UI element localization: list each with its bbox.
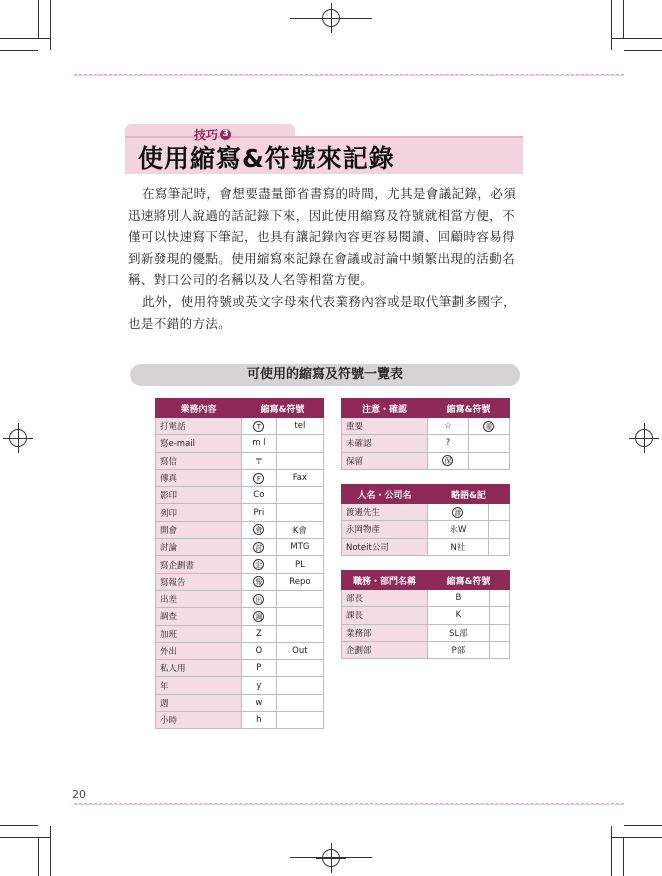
row-alt: PL — [276, 556, 323, 573]
business-table — [155, 398, 324, 729]
row-alt — [276, 590, 323, 607]
table-row — [156, 418, 324, 435]
row-label: 週 — [156, 694, 242, 711]
row-symbol: Z — [242, 625, 277, 642]
table-row — [342, 607, 510, 624]
table-row — [156, 469, 324, 486]
crop-mark — [50, 826, 51, 876]
crop-mark — [0, 825, 38, 826]
circled-symbol: T — [253, 421, 264, 432]
row-alt — [276, 694, 323, 711]
row-symbol: K — [428, 607, 490, 624]
table-row — [156, 539, 324, 556]
crop-mark — [624, 50, 662, 51]
table-row — [156, 712, 324, 729]
row-alt: Out — [276, 642, 323, 659]
row-symbol: h — [242, 712, 277, 729]
row-label: 開會 — [156, 521, 242, 538]
circled-symbol: 調 — [255, 612, 263, 621]
row-alt — [489, 590, 509, 607]
row-symbol: ☆ — [428, 418, 469, 435]
row-label: Noteit公司 — [342, 538, 428, 555]
names-table — [341, 484, 510, 556]
table-header-row — [342, 571, 510, 590]
row-label: 寫e-mail — [156, 435, 242, 452]
table-row — [342, 624, 510, 641]
row-symbol — [242, 573, 277, 590]
table-header-row — [342, 399, 510, 418]
table-row — [156, 573, 324, 590]
table-row — [342, 452, 510, 469]
crop-mark — [624, 825, 662, 826]
row-symbol: B — [428, 590, 490, 607]
table-row — [156, 521, 324, 538]
row-alt — [276, 625, 323, 642]
row-label: 永岡物產 — [342, 521, 428, 538]
column-header: 業務內容 — [156, 399, 242, 418]
column-header: 縮寫&符號 — [242, 399, 324, 418]
attention-table — [341, 398, 510, 470]
row-symbol — [242, 521, 277, 538]
row-alt: K會 — [276, 521, 323, 538]
row-label: 寫企劃書 — [156, 556, 242, 573]
crop-mark — [612, 38, 662, 39]
crop-mark — [38, 0, 39, 38]
circled-symbol: 企 — [255, 561, 263, 570]
row-label: 渡邊先生 — [342, 504, 428, 521]
row-alt — [489, 607, 509, 624]
body-paragraph-1: 在寫筆記時，會想要盡量節省書寫的時間，尤其是會議記錄，必須迅速將別人說過的話記錄下來，因此使用縮寫及符號就相當方便，不僅可以快速寫下筆記，也具有讓記錄內容更容易閱讀、回顧時容易得到新發現的優點。使用縮寫來記錄在會議或討論中頻繁出現的活動名稱、對口公司的名稱以及人名等相當方便。 — [128, 186, 517, 287]
circled-symbol: 討 — [255, 543, 263, 552]
row-label: 業務部 — [342, 624, 428, 641]
section-title: 可使用的縮寫及符號一覽表 — [130, 364, 520, 386]
body-paragraph-2: 此外，使用符號或英文字母來代表業務內容或是取代筆劃多國字，也是不錯的方法。 — [128, 294, 517, 331]
crop-mark — [611, 0, 612, 50]
table-row — [342, 590, 510, 607]
row-label: 私人用 — [156, 660, 242, 677]
row-alt — [489, 624, 509, 641]
row-alt: tel — [276, 418, 323, 435]
column-header: 人名・公司名 — [342, 485, 428, 504]
row-alt — [276, 677, 323, 694]
crop-mark — [623, 0, 624, 38]
table-header-row — [156, 399, 324, 418]
header-guide-line — [74, 74, 624, 76]
kicker-label: 技巧 — [194, 128, 219, 142]
table-header-row — [342, 485, 510, 504]
crop-mark — [0, 837, 50, 838]
row-label: 加班 — [156, 625, 242, 642]
table-row — [156, 590, 324, 607]
column-header: 縮寫&符號 — [428, 399, 510, 418]
row-label: 小時 — [156, 712, 242, 729]
crop-mark — [50, 0, 51, 50]
row-symbol: P — [242, 660, 277, 677]
row-label: 寫信 — [156, 452, 242, 469]
row-label: 課長 — [342, 607, 428, 624]
row-symbol — [242, 469, 277, 486]
row-label: 出差 — [156, 590, 242, 607]
row-symbol: m l — [242, 435, 277, 452]
table-row — [156, 556, 324, 573]
row-alt — [276, 435, 323, 452]
row-alt: MTG — [276, 539, 323, 556]
table-row — [156, 487, 324, 504]
row-symbol — [242, 539, 277, 556]
row-alt — [468, 452, 509, 469]
row-alt — [488, 521, 509, 538]
row-symbol: w — [242, 694, 277, 711]
column-header: 職務・部門名稱 — [342, 571, 428, 590]
table-row — [156, 435, 324, 452]
crop-mark — [38, 838, 39, 876]
row-label: 年 — [156, 677, 242, 694]
row-symbol — [242, 556, 277, 573]
registration-mark-icon — [635, 429, 653, 447]
row-alt — [276, 608, 323, 625]
table-row — [342, 504, 510, 521]
circled-symbol: 保 — [444, 457, 452, 466]
heading-kicker — [194, 126, 231, 143]
row-label: 調查 — [156, 608, 242, 625]
titles-table — [341, 570, 510, 659]
page-title: 使用縮寫&符號來記錄 — [138, 144, 395, 173]
row-alt — [468, 435, 509, 452]
registration-mark-icon — [9, 429, 27, 447]
row-label: 未確認 — [342, 435, 428, 452]
table-row — [342, 435, 510, 452]
row-label: 保留 — [342, 452, 428, 469]
crop-mark — [0, 38, 50, 39]
row-symbol: SL部 — [428, 624, 490, 641]
table-row — [342, 641, 510, 658]
row-symbol: y — [242, 677, 277, 694]
table-row — [156, 642, 324, 659]
table-row — [156, 660, 324, 677]
column-header: 注意・確認 — [342, 399, 428, 418]
row-symbol: P部 — [428, 641, 490, 658]
crop-mark — [611, 826, 612, 876]
row-alt: Repo — [276, 573, 323, 590]
crop-mark — [623, 838, 624, 876]
table-row — [342, 538, 510, 555]
table-row — [156, 625, 324, 642]
crop-mark — [612, 837, 662, 838]
row-label: 列印 — [156, 504, 242, 521]
row-label: 傳真 — [156, 469, 242, 486]
row-alt — [276, 712, 323, 729]
row-label: 企劃部 — [342, 641, 428, 658]
row-alt — [488, 504, 509, 521]
row-symbol: Pri — [242, 504, 277, 521]
row-label: 重要 — [342, 418, 428, 435]
circled-symbol: 渡 — [454, 508, 462, 517]
row-alt — [276, 660, 323, 677]
row-label: 外出 — [156, 642, 242, 659]
row-symbol: Co — [242, 487, 277, 504]
table-row — [156, 504, 324, 521]
row-alt — [489, 641, 509, 658]
row-label: 寫報告 — [156, 573, 242, 590]
row-alt — [276, 452, 323, 469]
table-row — [156, 608, 324, 625]
row-symbol — [242, 590, 277, 607]
kicker-number-badge: 3 — [220, 129, 231, 140]
row-alt: Fax — [276, 469, 323, 486]
column-header: 縮寫&符號 — [428, 571, 510, 590]
row-label: 打電話 — [156, 418, 242, 435]
row-symbol — [428, 504, 489, 521]
circled-symbol: 重 — [485, 422, 493, 431]
table-row — [156, 677, 324, 694]
circled-symbol: F — [253, 473, 264, 484]
row-alt — [276, 504, 323, 521]
registration-mark-icon — [322, 849, 340, 867]
circled-symbol: 報 — [255, 578, 263, 587]
row-symbol: ? — [428, 435, 469, 452]
row-label: 影印 — [156, 487, 242, 504]
row-symbol — [428, 452, 469, 469]
table-row — [342, 521, 510, 538]
row-symbol — [242, 608, 277, 625]
row-alt — [488, 538, 509, 555]
row-symbol: O — [242, 642, 277, 659]
crop-mark — [0, 50, 38, 51]
row-symbol: N社 — [428, 538, 489, 555]
table-row — [342, 418, 510, 435]
column-header: 略語&記 — [428, 485, 510, 504]
row-alt — [468, 418, 509, 435]
row-symbol: 〒 — [242, 452, 277, 469]
table-row — [156, 452, 324, 469]
row-alt — [276, 487, 323, 504]
registration-mark-icon — [322, 9, 340, 27]
row-label: 部長 — [342, 590, 428, 607]
row-symbol: 永W — [428, 521, 489, 538]
circled-symbol: 會 — [255, 526, 263, 535]
footer-guide-line — [74, 803, 624, 805]
row-label: 討論 — [156, 539, 242, 556]
page-number: 20 — [72, 788, 86, 801]
table-row — [156, 694, 324, 711]
circled-symbol: 出 — [255, 595, 263, 604]
row-symbol — [242, 418, 277, 435]
